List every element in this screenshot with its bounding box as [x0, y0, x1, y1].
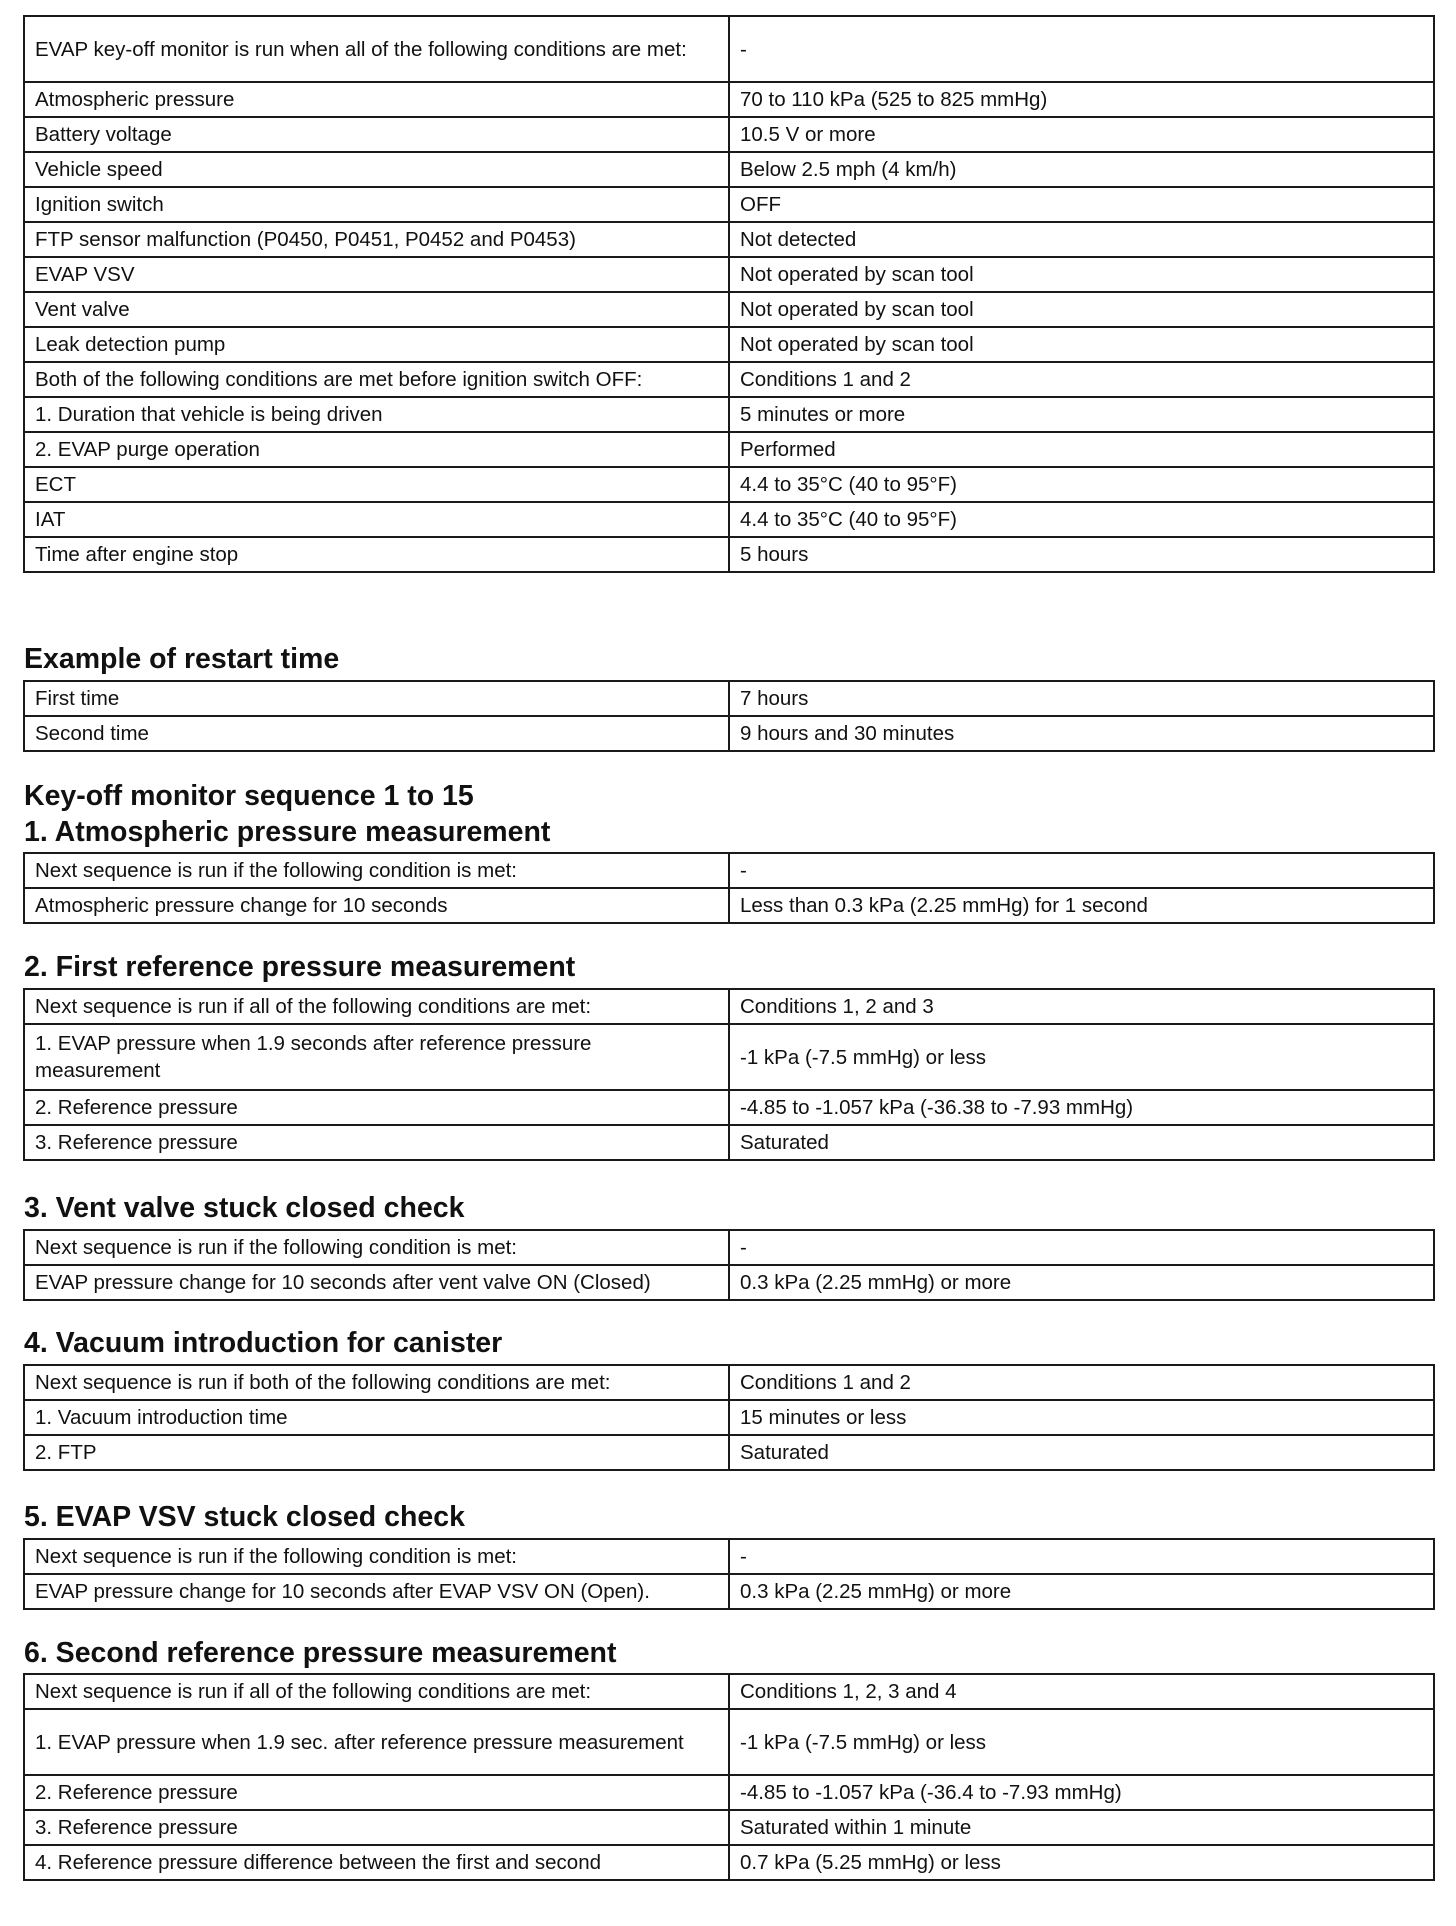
- section-3-heading: 3. Vent valve stuck closed check: [24, 1192, 465, 1224]
- table-row: [24, 989, 1434, 1024]
- condition-label: Next sequence is run if all of the following conditions are met:: [24, 989, 729, 1024]
- condition-label: FTP sensor malfunction (P0450, P0451, P0452 and P0453): [24, 222, 729, 257]
- table-row: [24, 1365, 1434, 1400]
- condition-label: IAT: [24, 502, 729, 537]
- condition-label: 1. Duration that vehicle is being driven: [24, 397, 729, 432]
- condition-label: Time after engine stop: [24, 537, 729, 572]
- condition-label: EVAP key-off monitor is run when all of the following conditions are met:: [24, 16, 729, 82]
- condition-value: Conditions 1 and 2: [729, 1365, 1434, 1400]
- sequence-heading: Key-off monitor sequence 1 to 15: [24, 780, 474, 812]
- condition-value: -1 kPa (-7.5 mmHg) or less: [729, 1024, 1434, 1090]
- section-5-table: [23, 1538, 1435, 1610]
- table-row: [24, 537, 1434, 572]
- condition-label: EVAP pressure change for 10 seconds after EVAP VSV ON (Open).: [24, 1574, 729, 1609]
- table-row: [24, 362, 1434, 397]
- table-row: [24, 327, 1434, 362]
- condition-value: OFF: [729, 187, 1434, 222]
- table-row: [24, 292, 1434, 327]
- condition-label: 1. EVAP pressure when 1.9 seconds after reference pressure measurement: [24, 1024, 729, 1090]
- table-row: [24, 1125, 1434, 1160]
- condition-value: Not operated by scan tool: [729, 257, 1434, 292]
- condition-value: -1 kPa (-7.5 mmHg) or less: [729, 1709, 1434, 1775]
- condition-label: 4. Reference pressure difference between the first and second: [24, 1845, 729, 1880]
- section-4-heading: 4. Vacuum introduction for canister: [24, 1327, 503, 1359]
- table-row: [24, 1674, 1434, 1709]
- table-row: [24, 16, 1434, 82]
- condition-label: 2. EVAP purge operation: [24, 432, 729, 467]
- table-row: [24, 397, 1434, 432]
- condition-label: 1. EVAP pressure when 1.9 sec. after reference pressure measurement: [24, 1709, 729, 1775]
- condition-label: EVAP pressure change for 10 seconds after vent valve ON (Closed): [24, 1265, 729, 1300]
- table-row: [24, 1090, 1434, 1125]
- table-row: [24, 888, 1434, 923]
- table-row: [24, 432, 1434, 467]
- condition-value: 70 to 110 kPa (525 to 825 mmHg): [729, 82, 1434, 117]
- table-row: [24, 222, 1434, 257]
- section-1-heading: 1. Atmospheric pressure measurement: [24, 816, 551, 848]
- condition-value: -: [729, 853, 1434, 888]
- table-row: [24, 117, 1434, 152]
- evap-conditions-table: [23, 15, 1435, 573]
- condition-value: Not operated by scan tool: [729, 327, 1434, 362]
- table-row: [24, 716, 1434, 751]
- condition-value: 9 hours and 30 minutes: [729, 716, 1434, 751]
- table-row: [24, 1265, 1434, 1300]
- table-row: [24, 1230, 1434, 1265]
- condition-label: Ignition switch: [24, 187, 729, 222]
- condition-value: 5 hours: [729, 537, 1434, 572]
- condition-value: Saturated: [729, 1125, 1434, 1160]
- table-row: [24, 1709, 1434, 1775]
- condition-value: 10.5 V or more: [729, 117, 1434, 152]
- condition-value: 0.3 kPa (2.25 mmHg) or more: [729, 1265, 1434, 1300]
- table-row: [24, 853, 1434, 888]
- section-3-table: [23, 1229, 1435, 1301]
- condition-value: 15 minutes or less: [729, 1400, 1434, 1435]
- condition-value: Saturated: [729, 1435, 1434, 1470]
- condition-label: Leak detection pump: [24, 327, 729, 362]
- table-row: [24, 1810, 1434, 1845]
- condition-value: 7 hours: [729, 681, 1434, 716]
- condition-value: 0.3 kPa (2.25 mmHg) or more: [729, 1574, 1434, 1609]
- condition-label: Next sequence is run if the following condition is met:: [24, 1539, 729, 1574]
- condition-label: Both of the following conditions are met before ignition switch OFF:: [24, 362, 729, 397]
- condition-value: -4.85 to -1.057 kPa (-36.4 to -7.93 mmHg): [729, 1775, 1434, 1810]
- condition-value: Conditions 1, 2 and 3: [729, 989, 1434, 1024]
- table-row: [24, 152, 1434, 187]
- section-4-table: [23, 1364, 1435, 1471]
- condition-label: Vehicle speed: [24, 152, 729, 187]
- table-row: [24, 1574, 1434, 1609]
- table-row: [24, 1775, 1434, 1810]
- section-6-heading: 6. Second reference pressure measurement: [24, 1637, 617, 1669]
- condition-value: Conditions 1, 2, 3 and 4: [729, 1674, 1434, 1709]
- section-5-heading: 5. EVAP VSV stuck closed check: [24, 1501, 465, 1533]
- condition-label: 2. Reference pressure: [24, 1775, 729, 1810]
- condition-label: 2. Reference pressure: [24, 1090, 729, 1125]
- condition-label: Second time: [24, 716, 729, 751]
- condition-label: 2. FTP: [24, 1435, 729, 1470]
- table-row: [24, 1024, 1434, 1090]
- condition-label: Atmospheric pressure change for 10 seconds: [24, 888, 729, 923]
- condition-value: 4.4 to 35°C (40 to 95°F): [729, 502, 1434, 537]
- condition-value: Not detected: [729, 222, 1434, 257]
- table-row: [24, 257, 1434, 292]
- condition-value: Not operated by scan tool: [729, 292, 1434, 327]
- condition-label: 3. Reference pressure: [24, 1125, 729, 1160]
- condition-label: 1. Vacuum introduction time: [24, 1400, 729, 1435]
- condition-value: Below 2.5 mph (4 km/h): [729, 152, 1434, 187]
- condition-value: Less than 0.3 kPa (2.25 mmHg) for 1 second: [729, 888, 1434, 923]
- condition-value: -: [729, 1230, 1434, 1265]
- condition-value: Performed: [729, 432, 1434, 467]
- table-row: [24, 502, 1434, 537]
- condition-value: Conditions 1 and 2: [729, 362, 1434, 397]
- table-row: [24, 1845, 1434, 1880]
- table-row: [24, 1400, 1434, 1435]
- condition-label: Vent valve: [24, 292, 729, 327]
- condition-value: 4.4 to 35°C (40 to 95°F): [729, 467, 1434, 502]
- condition-label: ECT: [24, 467, 729, 502]
- section-6-table: [23, 1673, 1435, 1881]
- table-row: [24, 681, 1434, 716]
- section-2-heading: 2. First reference pressure measurement: [24, 951, 576, 983]
- restart-time-heading: Example of restart time: [24, 643, 340, 675]
- table-row: [24, 82, 1434, 117]
- table-row: [24, 187, 1434, 222]
- condition-label: Next sequence is run if all of the following conditions are met:: [24, 1674, 729, 1709]
- condition-value: -: [729, 1539, 1434, 1574]
- condition-label: EVAP VSV: [24, 257, 729, 292]
- table-row: [24, 467, 1434, 502]
- condition-value: -4.85 to -1.057 kPa (-36.38 to -7.93 mmHg): [729, 1090, 1434, 1125]
- section-2-table: [23, 988, 1435, 1161]
- condition-value: Saturated within 1 minute: [729, 1810, 1434, 1845]
- condition-label: First time: [24, 681, 729, 716]
- condition-label: Next sequence is run if the following condition is met:: [24, 853, 729, 888]
- condition-label: 3. Reference pressure: [24, 1810, 729, 1845]
- condition-label: Battery voltage: [24, 117, 729, 152]
- condition-label: Next sequence is run if both of the following conditions are met:: [24, 1365, 729, 1400]
- restart-time-table: [23, 680, 1435, 752]
- condition-label: Atmospheric pressure: [24, 82, 729, 117]
- condition-value: 0.7 kPa (5.25 mmHg) or less: [729, 1845, 1434, 1880]
- condition-label: Next sequence is run if the following condition is met:: [24, 1230, 729, 1265]
- condition-value: 5 minutes or more: [729, 397, 1434, 432]
- table-row: [24, 1435, 1434, 1470]
- table-row: [24, 1539, 1434, 1574]
- condition-value: -: [729, 16, 1434, 82]
- section-1-table: [23, 852, 1435, 924]
